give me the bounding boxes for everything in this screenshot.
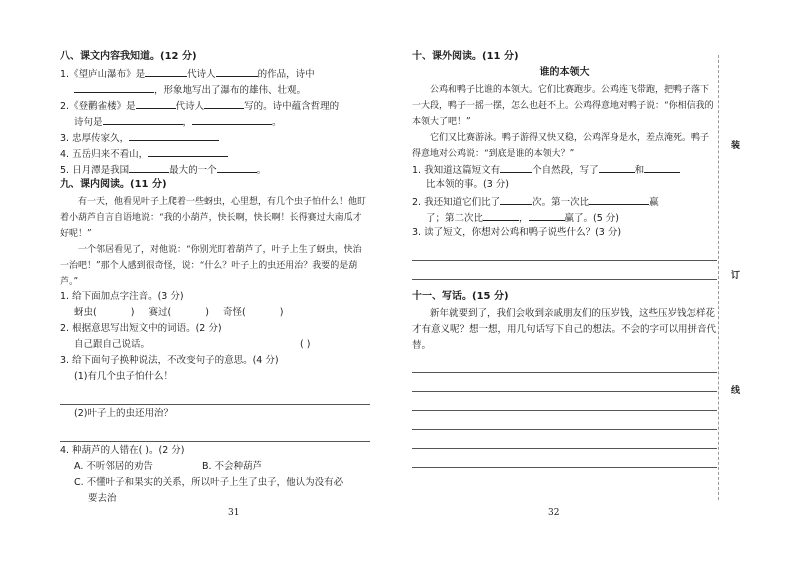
s8-q2-text: 。 [272, 117, 282, 128]
blank[interactable] [500, 194, 532, 205]
s10-passage-1: 公鸡和鸭子比谁的本领大。它们比赛跑步。公鸡连飞带跑，把鸭子落下一大段，鸭子一摇一摆，怎么也赶不上。公鸡得意地对鸭子说：“你相信我的本领大了吧！” [412, 85, 714, 127]
s10-q1-line2: 比本领的事。(3 分) [426, 179, 509, 190]
binding-label-bottom: 线 [729, 385, 739, 394]
blank[interactable] [74, 82, 154, 93]
s10-passage-2: 它们又比赛游泳。鸭子游得又快又稳，公鸡浑身是水，差点淹死。鸭子得意地对公鸡说：“到底是谁的本领大？” [412, 133, 710, 159]
answer-line[interactable] [412, 248, 717, 261]
s8-q5-text: 。 [256, 165, 267, 176]
s8-q3-text: 3. 忠厚传家久， [60, 133, 130, 144]
writing-line[interactable] [412, 417, 717, 430]
blank[interactable] [129, 130, 219, 141]
binding-label-mid: 订 [729, 270, 739, 279]
s9-q2: 2. 根据意思写出短文中的词语。(2 分) [60, 323, 222, 334]
s9-q2-definition: 自己跟自己说话。 [74, 339, 151, 350]
s8-q1-text: ，形象地写出了瀑布的雄伟、壮观。 [154, 85, 307, 96]
s8-q5-text: 5. 日月潭是我国 [60, 165, 130, 176]
section-9-heading: 九、课内阅读。(11 分) [60, 179, 167, 190]
s8-q2-line2 [60, 114, 370, 130]
s10-q2-text: 2. 我还知道它们比了 [412, 197, 501, 208]
s8-q3 [60, 130, 370, 146]
s8-q1-text: 的作品，诗中 [257, 69, 315, 80]
s8-q2-text: 写的。诗中蕴含哲理的 [244, 101, 340, 112]
section-10-heading: 十、课外阅读。(11 分) [412, 51, 519, 62]
section-11-heading: 十一、写话。(15 分) [412, 291, 509, 302]
s9-q2-line [60, 338, 370, 354]
binding-label-top: 装 [729, 140, 739, 149]
left-column [60, 50, 370, 508]
s10-q2-text: 次。第一次比 [532, 197, 590, 208]
s10-q1-text: 个自然段，写了 [532, 165, 599, 176]
s11-prompt: 新年就要到了，我们会收到亲戚朋友们的压岁钱，这些压岁钱怎样花才有意义呢？想一想，用几句话写下自己的想法。不会的字可以用拼音代替。 [412, 308, 717, 351]
s8-q2-text: 诗句是 [74, 117, 103, 128]
s9-q1: 1. 给下面加点字注音。(3 分) [60, 291, 184, 302]
right-column [412, 50, 717, 470]
s8-q2-text: 代诗人 [175, 101, 205, 112]
blank[interactable] [589, 194, 649, 205]
s10-q1-text: 1. 我知道这篇短文有 [412, 165, 501, 176]
s9-passage-2: 一个邻居看见了，对他说：“你别光盯着葫芦了，叶子上生了蚜虫，快治一治吧！”那个人感到很奇怪，说：“什么？叶子上的虫还用治？我要的是葫芦。” [60, 245, 362, 287]
word-1: 蚜虫( [74, 307, 97, 318]
s10-q2-text: 赢了。(5 分) [564, 213, 620, 224]
blank[interactable] [148, 146, 228, 157]
s8-q5-text: 最大的一个 [169, 165, 217, 176]
blank[interactable] [204, 98, 244, 109]
blank[interactable] [103, 114, 183, 125]
s9-q1-words [60, 306, 370, 322]
paren: ) [279, 307, 284, 318]
blank[interactable] [644, 162, 680, 173]
section-8-heading: 八、课文内容我知道。(12 分) [60, 51, 197, 62]
s9-passage-1: 有一天，他看见叶子上爬着一些蚜虫，心里想，有几个虫子怕什么！他盯着小葫芦自言自语地说：“我的小葫芦，快长啊，快长啊！长得赛过大南瓜才好呢！” [60, 197, 367, 239]
binding-line [718, 55, 721, 500]
paren: ) [130, 307, 135, 318]
s10-q1-text: 和 [634, 165, 645, 176]
blank[interactable] [500, 162, 532, 173]
blank[interactable] [136, 98, 176, 109]
s8-q2 [60, 98, 370, 114]
writing-line[interactable] [412, 379, 717, 392]
s8-q1-text: 代诗人 [187, 69, 216, 80]
story-title: 谁的本领大 [539, 67, 590, 78]
blank[interactable] [529, 210, 565, 221]
s10-q2-text: 赢 [649, 197, 659, 208]
option-c[interactable]: C. 不懂叶子和果实的关系，所以叶子上生了虫子，他认为没有必 [74, 477, 344, 488]
answer-paren[interactable]: ( ) [300, 339, 311, 350]
answer-line[interactable] [412, 267, 717, 280]
blank[interactable] [216, 66, 258, 77]
word-2: 赛过( [148, 307, 172, 318]
answer-line[interactable] [60, 429, 370, 442]
s9-q3-a: (1)有几个虫子怕什么！ [74, 371, 173, 382]
s8-q1-text: 1.《望庐山瀑布》是 [60, 69, 146, 80]
s8-q4 [60, 146, 370, 162]
blank[interactable] [192, 114, 272, 125]
blank[interactable] [483, 210, 519, 221]
blank[interactable] [145, 66, 187, 77]
s10-q2-line2 [412, 210, 717, 226]
page-number-right: 32 [548, 508, 560, 518]
s8-q1-line2 [60, 82, 370, 98]
writing-line[interactable] [412, 360, 717, 373]
s9-q4-options [60, 460, 370, 476]
page-number-left: 31 [228, 508, 240, 518]
writing-line[interactable] [412, 436, 717, 449]
writing-line[interactable] [412, 398, 717, 411]
option-b[interactable]: B. 不会种葫芦 [202, 461, 263, 472]
s10-q1 [412, 162, 717, 178]
s10-q3: 3. 读了短文，你想对公鸡和鸭子说些什么？(3 分) [412, 227, 622, 238]
word-3: 奇怪( [223, 307, 246, 318]
s9-q3: 3. 给下面句子换种说法，不改变句子的意思。(4 分) [60, 355, 279, 366]
s10-q2-text: 了；第二次比 [426, 213, 484, 224]
option-a[interactable]: A. 不听邻居的劝告 [74, 461, 153, 472]
s10-q2 [412, 194, 717, 210]
blank[interactable] [217, 162, 257, 173]
blank[interactable] [599, 162, 635, 173]
s9-q4: 4. 种葫芦的人错在( )。(2 分) [60, 445, 185, 456]
s8-q1 [60, 66, 370, 82]
answer-line[interactable] [60, 392, 370, 405]
s10-q2-text: ， [519, 213, 529, 224]
writing-line[interactable] [412, 455, 717, 468]
blank[interactable] [129, 162, 169, 173]
option-c-cont: 要去治 [88, 493, 117, 504]
s8-q4-text: 4. 五岳归来不看山， [60, 149, 149, 160]
s8-q2-text: 2.《登鹳雀楼》是 [60, 101, 136, 112]
s8-q5 [60, 162, 370, 178]
s8-q2-text: ， [182, 117, 193, 128]
paren: ) [205, 307, 209, 318]
s9-q3-b: (2)叶子上的虫还用治？ [74, 408, 173, 419]
